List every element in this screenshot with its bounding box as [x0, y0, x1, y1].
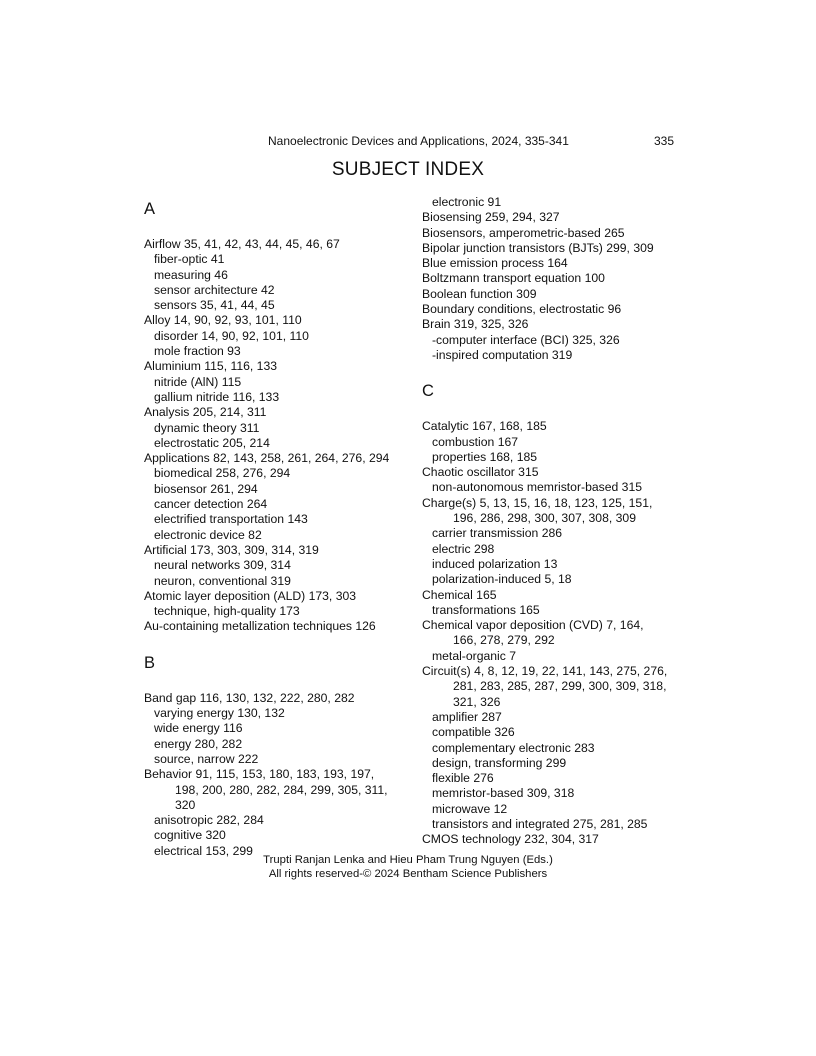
index-entry: Alloy 14, 90, 92, 93, 101, 110	[144, 313, 302, 328]
index-subentry: design, transforming 299	[432, 755, 567, 770]
index-entry: Artificial 173, 303, 309, 314, 319	[144, 542, 319, 557]
index-entry: Chaotic oscillator 315	[422, 465, 539, 480]
page-title: SUBJECT INDEX	[331, 159, 485, 180]
index-entry: Chemical 165	[422, 587, 497, 602]
index-subentry: complementary electronic 283	[432, 740, 595, 755]
index-subentry: fiber-optic 41	[154, 252, 225, 267]
index-subentry: electrified transportation 143	[154, 512, 308, 527]
index-subentry: flexible 276	[432, 771, 494, 786]
index-subentry: properties 168, 185	[432, 449, 538, 464]
index-continuation: 198, 200, 280, 282, 284, 299, 305, 311,	[175, 782, 388, 797]
index-entry: Applications 82, 143, 258, 261, 264, 276, 294	[144, 451, 390, 466]
index-entry: CMOS technology 232, 304, 317	[422, 832, 599, 847]
index-subentry: -computer interface (BCI) 325, 326	[432, 332, 620, 347]
index-continuation: 196, 286, 298, 300, 307, 308, 309	[453, 511, 636, 526]
index-subentry: transformations 165	[432, 602, 540, 617]
index-column-left	[144, 195, 414, 859]
index-entry: Atomic layer deposition (ALD) 173, 303	[144, 588, 357, 603]
index-subentry: memristor-based 309, 318	[432, 786, 575, 801]
index-entry: Boundary conditions, electrostatic 96	[422, 302, 622, 317]
index-subentry: cognitive 320	[154, 828, 226, 843]
index-subentry: metal-organic 7	[432, 648, 516, 663]
index-entry: Biosensors, amperometric-based 265	[422, 225, 625, 240]
index-entry: Au-containing metallization techniques 126	[144, 619, 376, 634]
page-number: 335	[653, 134, 674, 148]
index-entry: Boltzmann transport equation 100	[422, 271, 605, 286]
index-column-right	[422, 195, 692, 848]
index-entry: Analysis 205, 214, 311	[144, 405, 267, 420]
index-entry: Aluminium 115, 116, 133	[144, 359, 278, 374]
index-entry: Brain 319, 325, 326	[422, 317, 529, 332]
index-subentry: microwave 12	[432, 801, 508, 816]
index-entry: Blue emission process 164	[422, 256, 568, 271]
footer-editors: Trupti Ranjan Lenka and Hieu Pham Trung Nguyen (Eds.)	[263, 854, 553, 866]
index-entry: Band gap 116, 130, 132, 222, 280, 282	[144, 690, 355, 705]
index-subentry: biosensor 261, 294	[154, 481, 258, 496]
index-continuation: 320	[175, 797, 196, 812]
running-title: Nanoelectronic Devices and Applications, 2024, 335-341	[268, 134, 569, 148]
index-subentry: technique, high-quality 173	[154, 604, 300, 619]
index-subentry: polarization-induced 5, 18	[432, 572, 572, 587]
index-subentry: electrostatic 205, 214	[154, 435, 270, 450]
index-continuation: 166, 278, 279, 292	[453, 633, 555, 648]
index-subentry: measuring 46	[154, 267, 228, 282]
index-subentry: cancer detection 264	[154, 497, 268, 512]
index-subentry: biomedical 258, 276, 294	[154, 466, 291, 481]
index-subentry: compatible 326	[432, 725, 515, 740]
index-subentry: neuron, conventional 319	[154, 573, 291, 588]
index-subentry: electronic device 82	[154, 527, 262, 542]
index-subentry: source, narrow 222	[154, 751, 259, 766]
index-subentry: electric 298	[432, 541, 495, 556]
index-subentry: amplifier 287	[432, 709, 502, 724]
index-entry: Biosensing 259, 294, 327	[422, 210, 560, 225]
index-subentry: mole fraction 93	[154, 344, 241, 359]
index-subentry: -inspired computation 319	[432, 347, 573, 362]
index-entry: Airflow 35, 41, 42, 43, 44, 45, 46, 67	[144, 237, 340, 251]
index-subentry: dynamic theory 311	[154, 420, 260, 435]
running-header	[268, 133, 680, 149]
footer-rights: All rights reserved-© 2024 Bentham Science Publishers	[268, 868, 548, 880]
index-subentry: induced polarization 13	[432, 556, 558, 571]
index-subentry: carrier transmission 286	[432, 526, 563, 541]
index-subentry: electrical 153, 299	[154, 843, 253, 858]
index-subentry: sensor architecture 42	[154, 282, 275, 297]
index-subentry: wide energy 116	[154, 721, 243, 736]
index-continuation: 281, 283, 285, 287, 299, 300, 309, 318,	[453, 679, 667, 694]
index-subentry: anisotropic 282, 284	[154, 813, 264, 828]
index-entry: Charge(s) 5, 13, 15, 16, 18, 123, 125, 151,	[422, 495, 653, 510]
index-entry: Circuit(s) 4, 8, 12, 19, 22, 141, 143, 275, 276,	[422, 664, 668, 679]
footer	[0, 853, 816, 881]
index-subentry: varying energy 130, 132	[154, 706, 285, 721]
index-subentry: energy 280, 282	[154, 736, 243, 751]
index-subentry: neural networks 309, 314	[154, 558, 291, 573]
index-subentry: electronic 91	[432, 195, 502, 209]
section-letter-b: B	[144, 653, 156, 672]
index-subentry: combustion 167	[432, 434, 519, 449]
index-entry: Chemical vapor deposition (CVD) 7, 164,	[422, 618, 644, 633]
index-subentry: disorder 14, 90, 92, 101, 110	[154, 328, 309, 343]
index-subentry: sensors 35, 41, 44, 45	[154, 298, 275, 313]
section-letter-a: A	[144, 200, 156, 218]
index-subentry: nitride (AlN) 115	[154, 374, 242, 389]
index-subentry: gallium nitride 116, 133	[154, 389, 280, 404]
index-entry: Behavior 91, 115, 153, 180, 183, 193, 197,	[144, 767, 375, 782]
index-subentry: non-autonomous memristor-based 315	[432, 480, 643, 495]
index-entry: Bipolar junction transistors (BJTs) 299, 309	[422, 240, 654, 255]
index-subentry: transistors and integrated 275, 281, 285	[432, 816, 648, 831]
index-entry: Catalytic 167, 168, 185	[422, 419, 547, 434]
index-continuation: 321, 326	[453, 694, 501, 709]
index-entry: Boolean function 309	[422, 286, 537, 301]
section-letter-c: C	[422, 382, 434, 401]
